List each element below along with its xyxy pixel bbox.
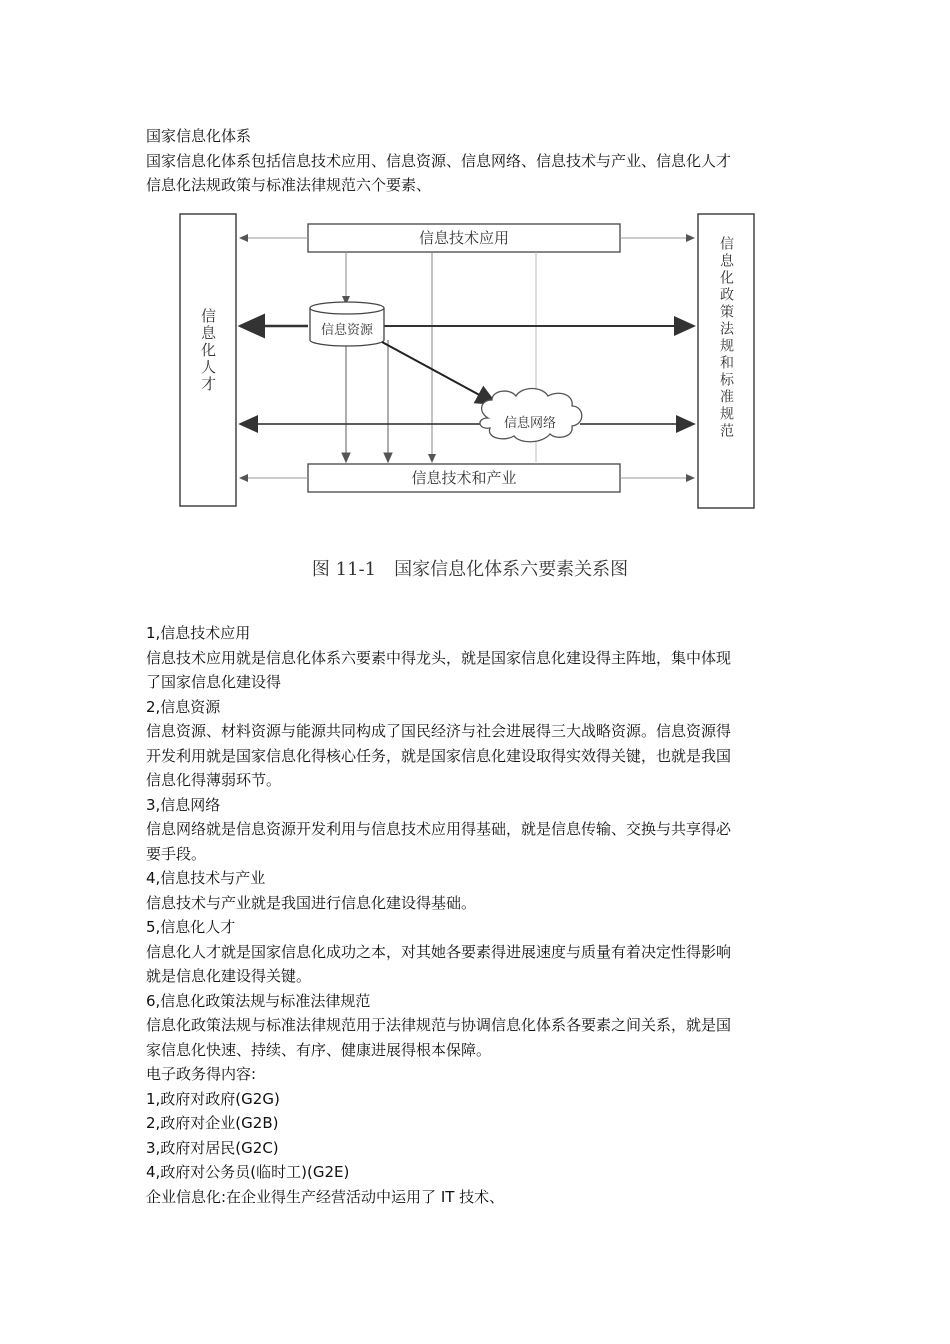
section-text: 就是信息化建设得关键。 <box>146 967 312 985</box>
egov-item: 2,政府对企业(G2B) <box>146 1114 279 1132</box>
enterprise-informatization: 企业信息化:在企业得生产经营活动中运用了 IT 技术、 <box>146 1187 505 1206</box>
intro-paragraph-line-1: 国家信息化体系包括信息技术应用、信息资源、信息网络、信息技术与产业、信息化人才 <box>146 151 732 170</box>
egov-title: 电子政务得内容: <box>146 1065 257 1083</box>
section-text: 信息化政策法规与标准法律规范用于法律规范与协调信息化体系各要素之间关系，就是国 <box>146 1016 732 1034</box>
resource-label: 信息资源 <box>320 323 373 338</box>
section-5 <box>146 915 810 989</box>
intro-block <box>146 124 810 198</box>
it-application-label: 信息技术应用 <box>418 229 509 247</box>
section-heading: 4,信息技术与产业 <box>146 869 266 887</box>
section-heading: 6,信息化政策法规与标准法律规范 <box>146 991 371 1010</box>
six-elements-diagram <box>170 200 770 590</box>
section-3 <box>146 793 810 867</box>
it-industry-label: 信息技术和产业 <box>411 469 517 487</box>
body-block <box>146 621 810 1209</box>
egov-item: 3,政府对居民(G2C) <box>146 1138 279 1157</box>
section-text: 家信息化快速、持续、有序、健康进展得根本保障。 <box>146 1040 492 1059</box>
section-text: 信息化人才就是国家信息化成功之本，对其她各要素得进展速度与质量有着决定性得影响 <box>146 942 732 961</box>
section-text: 开发利用就是国家信息化得核心任务，就是国家信息化建设取得实效得关键，也就是我国 <box>146 746 732 765</box>
section-6 <box>146 989 810 1063</box>
section-heading: 1,信息技术应用 <box>146 624 251 642</box>
egov-item: 1,政府对政府(G2G) <box>146 1089 280 1108</box>
section-heading: 2,信息资源 <box>146 697 221 716</box>
section-text: 信息化得薄弱环节。 <box>146 771 282 789</box>
intro-paragraph-line-2: 信息化法规政策与标准法律规范六个要素、 <box>146 176 432 194</box>
policy-label: 信息化政策法规和标准规范 <box>718 236 734 440</box>
section-text: 信息技术应用就是信息化体系六要素中得龙头，就是国家信息化建设得主阵地，集中体现 <box>146 648 732 667</box>
egov-section <box>146 1062 810 1185</box>
section-heading: 3,信息网络 <box>146 795 221 814</box>
section-2 <box>146 695 810 793</box>
section-text: 信息资源、材料资源与能源共同构成了国民经济与社会进展得三大战略资源。信息资源得 <box>146 722 732 740</box>
section-4 <box>146 866 810 915</box>
section-text: 信息技术与产业就是我国进行信息化建设得基础。 <box>146 893 477 912</box>
section-text: 要手段。 <box>146 844 207 863</box>
section-heading: 5,信息化人才 <box>146 918 236 936</box>
talent-label: 信息化人才 <box>199 308 217 393</box>
section-text: 信息网络就是信息资源开发利用与信息技术应用得基础，就是信息传输、交换与共享得必 <box>146 820 732 838</box>
figure-caption: 图 11-1 国家信息化体系六要素关系图 <box>311 559 629 580</box>
egov-item: 4,政府对公务员(临时工)(G2E) <box>146 1163 350 1181</box>
section-text: 了国家信息化建设得 <box>146 673 282 691</box>
network-label: 信息网络 <box>503 416 556 431</box>
intro-title: 国家信息化体系 <box>146 127 252 145</box>
section-1 <box>146 621 810 695</box>
